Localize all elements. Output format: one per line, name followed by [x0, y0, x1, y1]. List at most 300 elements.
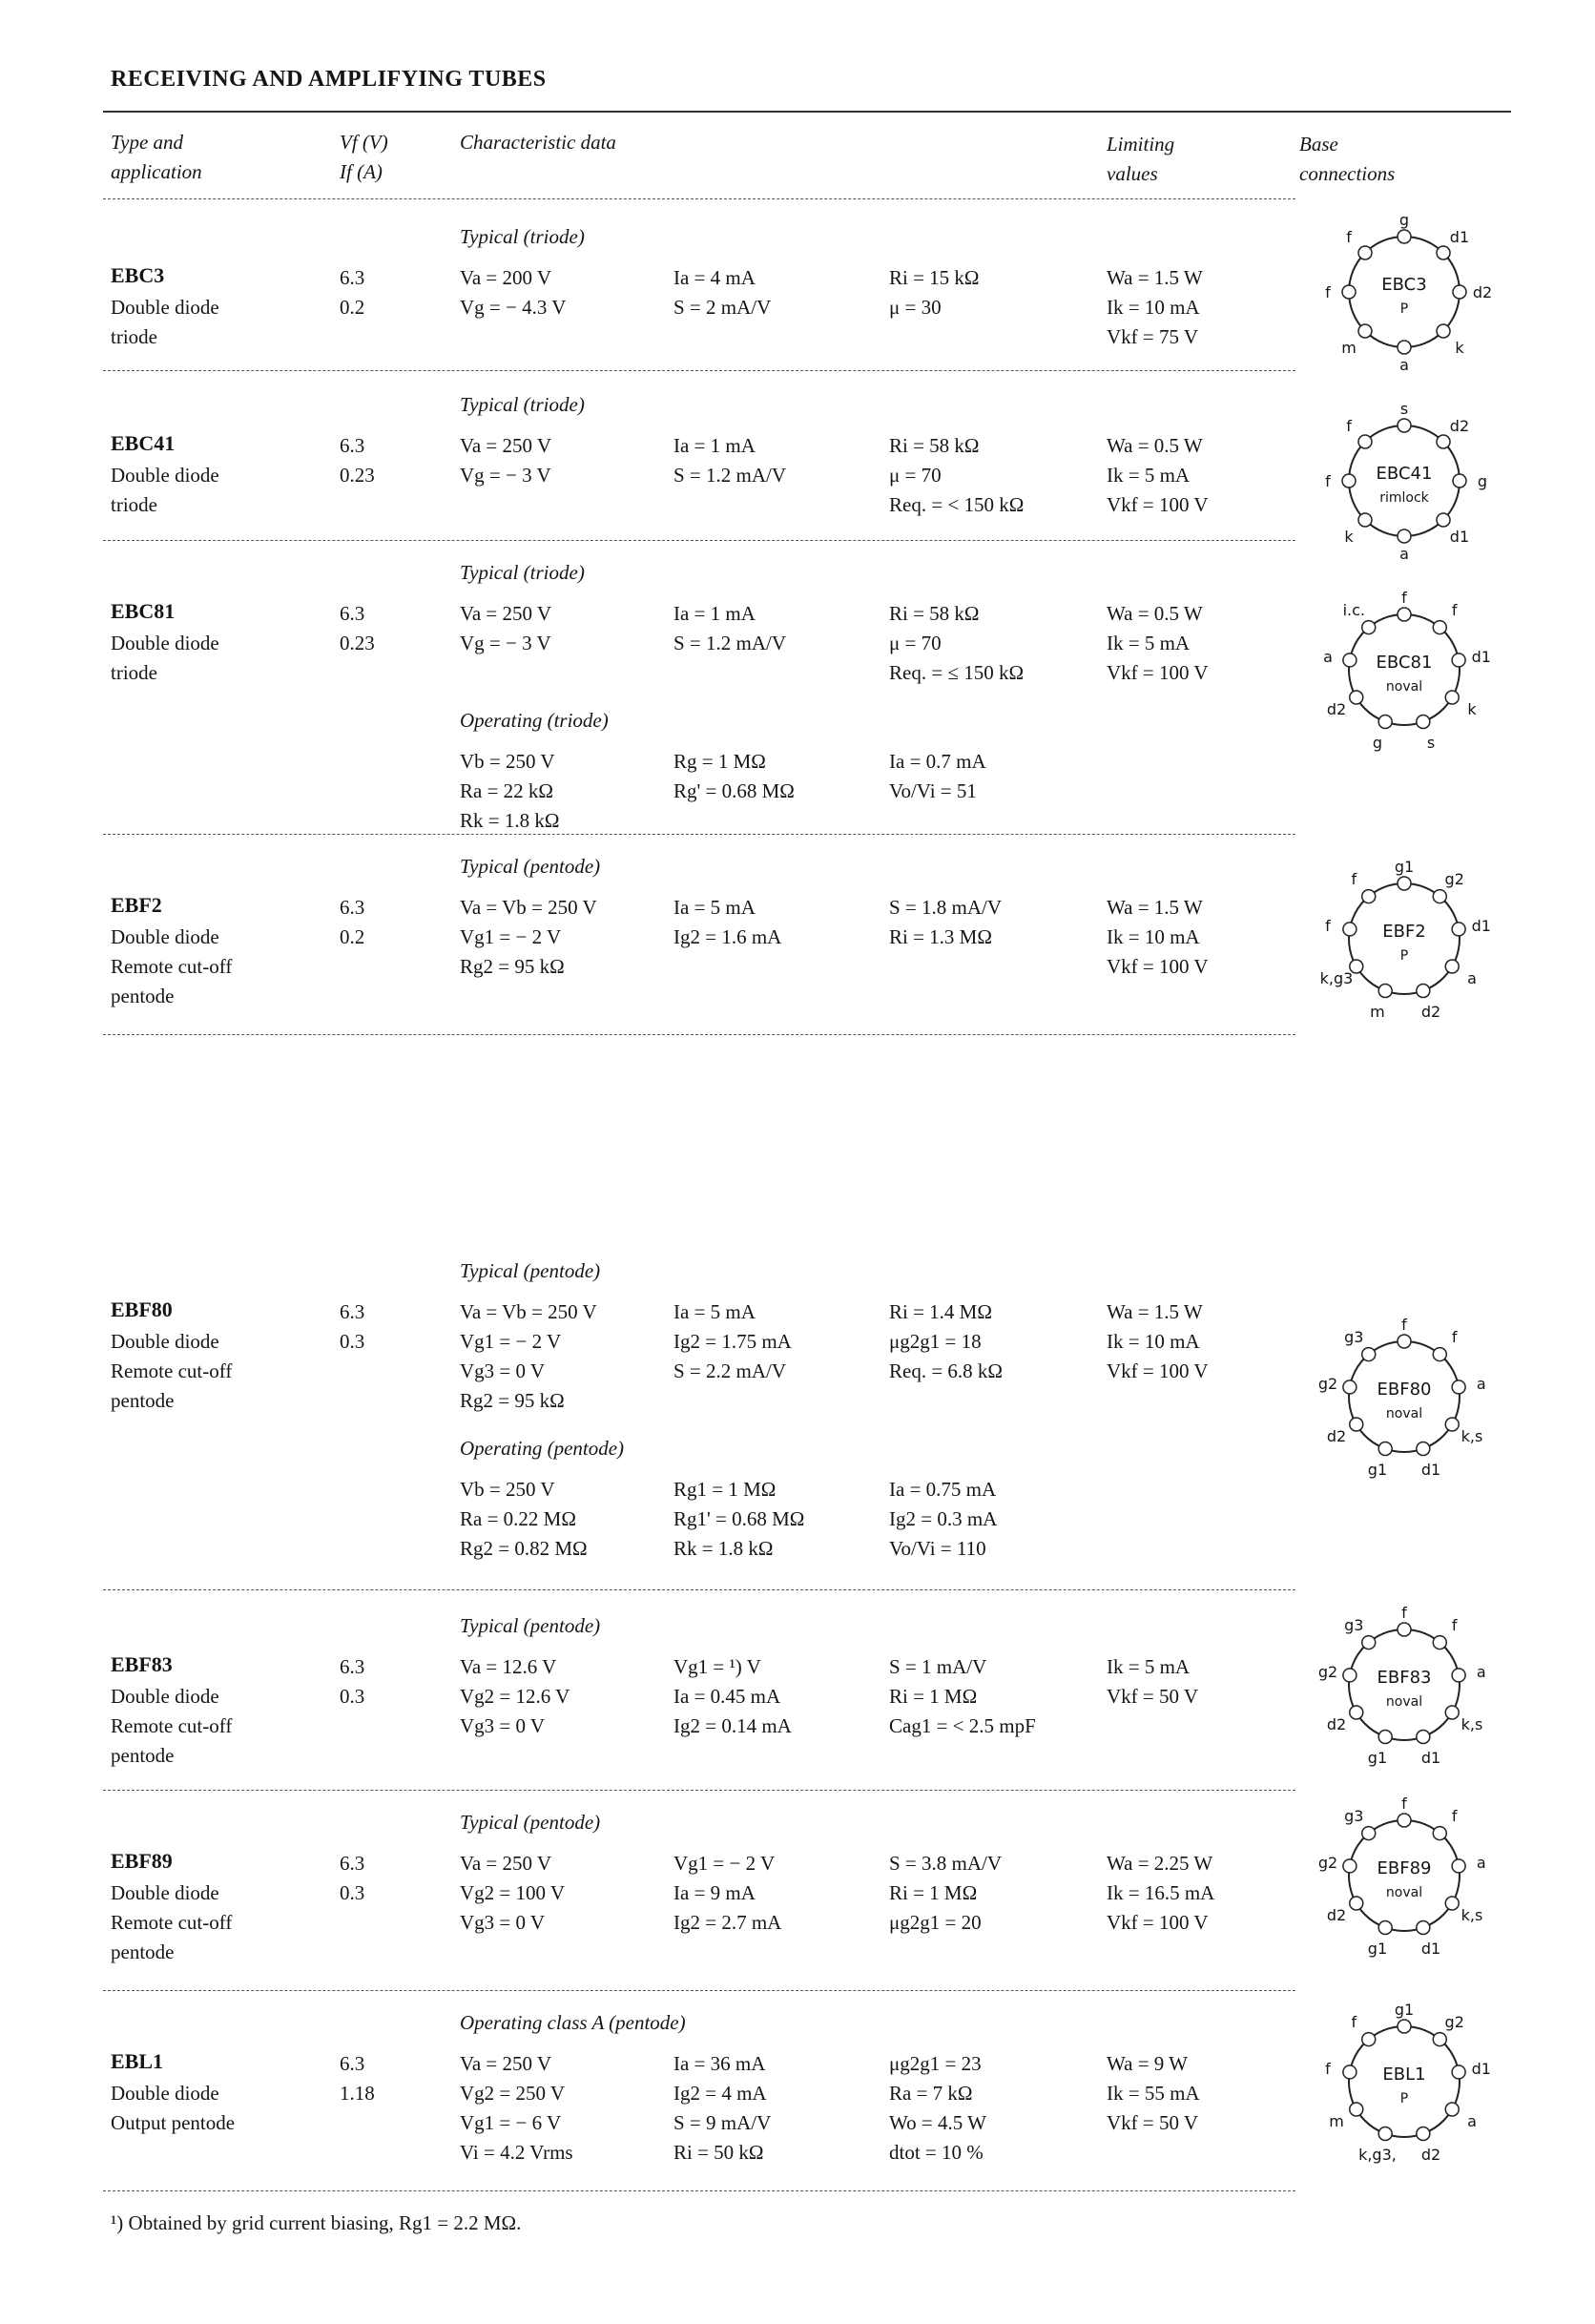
char-value: S = 1.2 mA/V	[673, 632, 787, 654]
base-pin-label: g1	[1394, 2002, 1415, 2019]
base-pin-label: k,s	[1460, 1715, 1483, 1733]
limit-value: Ik = 5 mA	[1107, 1655, 1191, 1678]
char-value: Ia = 1 mA	[673, 602, 756, 625]
row-separator	[103, 2190, 1295, 2191]
base-pin-label: d2	[1326, 1715, 1347, 1733]
tube-if: 0.3	[340, 1881, 365, 1904]
tube-if: 0.3	[340, 1685, 365, 1708]
tube-type: EBF83	[111, 1652, 173, 1676]
base-pin-label: g2	[1317, 1374, 1338, 1393]
tube-application: Double diode	[111, 1330, 219, 1353]
base-pin-label: s	[1399, 401, 1409, 418]
base-pin	[1342, 285, 1356, 299]
char-value: Ia = 0.7 mA	[889, 750, 986, 773]
limit-value: Vkf = 100 V	[1107, 1911, 1209, 1934]
base-pin-label: f	[1351, 870, 1357, 889]
tube-application: triode	[111, 661, 157, 684]
char-value: Vg1 = − 2 V	[673, 1852, 776, 1875]
char-value: Ig2 = 1.6 mA	[673, 925, 782, 948]
tube-vf: 6.3	[340, 896, 365, 919]
block-heading: Typical (pentode)	[460, 1614, 601, 1637]
char-value: S = 3.8 mA/V	[889, 1852, 1003, 1875]
base-connection-diagram	[1316, 1795, 1507, 1958]
tube-application: pentode	[111, 985, 175, 1007]
base-pin-label: g3	[1344, 1328, 1364, 1347]
base-pin	[1362, 890, 1376, 903]
char-value: Vo/Vi = 110	[889, 1537, 986, 1560]
base-pin	[1433, 621, 1446, 634]
base-pin	[1343, 1669, 1357, 1682]
char-value: Req. = ≤ 150 kΩ	[889, 661, 1025, 684]
base-pin	[1362, 2033, 1376, 2046]
char-value: Cag1 = < 2.5 mpF	[889, 1714, 1036, 1737]
base-pin-label: k	[1344, 527, 1354, 546]
limit-value: Ik = 10 mA	[1107, 296, 1200, 319]
base-pin-label: m	[1341, 338, 1357, 357]
base-type-label: EBF80	[1377, 1380, 1432, 1400]
base-pin-label: g3	[1344, 1807, 1364, 1826]
header-limiting: Limiting values	[1107, 133, 1175, 185]
char-value: Ri = 1.4 MΩ	[889, 1300, 992, 1323]
base-pin	[1445, 1897, 1459, 1910]
limit-value: Vkf = 100 V	[1107, 955, 1209, 978]
base-pin-label: a	[1476, 1374, 1486, 1393]
base-pin-label: g3	[1344, 1616, 1364, 1635]
base-socket-label: P	[1399, 2091, 1409, 2106]
tube-application: Double diode	[111, 1881, 219, 1904]
base-pin	[1433, 1636, 1446, 1650]
char-value: Vg3 = 0 V	[460, 1714, 546, 1737]
base-pin-label: g	[1372, 734, 1383, 752]
char-value: Vg1 = − 2 V	[460, 1330, 562, 1353]
base-pin	[1437, 246, 1450, 259]
page-title: RECEIVING AND AMPLIFYING TUBES	[111, 67, 547, 92]
base-pin-label: f	[1401, 1605, 1407, 1622]
base-type-label: EBC3	[1381, 275, 1427, 295]
base-pin-label: d1	[1449, 527, 1470, 546]
base-pin-label: k,g3	[1319, 969, 1354, 987]
base-pin-label: d1	[1420, 1749, 1441, 1767]
tube-type: EBC81	[111, 599, 176, 623]
char-value: Vg2 = 250 V	[460, 2082, 566, 2105]
char-value: Wo = 4.5 W	[889, 2111, 986, 2134]
char-value: Ig2 = 4 mA	[673, 2082, 767, 2105]
base-pin	[1358, 324, 1372, 338]
base-pin	[1378, 1731, 1392, 1744]
base-pin	[1433, 1348, 1446, 1361]
char-value: Ig2 = 0.3 mA	[889, 1507, 998, 1530]
base-pin-label: k	[1467, 700, 1477, 718]
char-value: S = 1 mA/V	[889, 1655, 987, 1678]
base-type-label: EBF89	[1377, 1858, 1432, 1878]
tube-application: Remote cut-off	[111, 1359, 233, 1382]
char-value: S = 1.8 mA/V	[889, 896, 1003, 919]
base-pin-label: m	[1370, 1003, 1385, 1021]
base-socket-label: P	[1399, 948, 1409, 964]
base-type-label: EBF2	[1382, 922, 1426, 942]
char-value: Va = 250 V	[460, 2052, 552, 2075]
char-value: Vb = 250 V	[460, 1478, 555, 1501]
base-pin-label: f	[1401, 1795, 1407, 1813]
char-value: μg2g1 = 18	[889, 1330, 982, 1353]
char-value: S = 2 mA/V	[673, 296, 772, 319]
base-pin	[1343, 2065, 1357, 2079]
base-pin-label: g2	[1317, 1662, 1338, 1681]
char-value: Rg2 = 0.82 MΩ	[460, 1537, 588, 1560]
base-pin-label: f	[1451, 1328, 1458, 1347]
base-pin	[1398, 419, 1411, 432]
header-vf-if: Vf (V) If (A)	[340, 131, 388, 183]
base-pin	[1358, 435, 1372, 448]
char-value: Ri = 1.3 MΩ	[889, 925, 992, 948]
block-heading: Operating (triode)	[460, 709, 609, 732]
base-pin-label: g1	[1367, 1461, 1388, 1479]
char-value: Vg1 = − 2 V	[460, 925, 562, 948]
char-value: Req. = 6.8 kΩ	[889, 1359, 1004, 1382]
base-pin	[1362, 621, 1376, 634]
char-value: Ri = 15 kΩ	[889, 266, 980, 289]
char-value: Vg2 = 100 V	[460, 1881, 566, 1904]
base-pin-label: s	[1426, 734, 1436, 752]
base-pin-label: f	[1351, 2013, 1357, 2032]
char-value: Vg = − 4.3 V	[460, 296, 567, 319]
base-socket-label: noval	[1385, 1694, 1423, 1710]
char-value: Va = 250 V	[460, 434, 552, 457]
limit-value: Wa = 1.5 W	[1107, 1300, 1203, 1323]
footnote: ¹) Obtained by grid current biasing, Rg1 = 2.2 MΩ.	[111, 2211, 522, 2234]
base-pin	[1350, 2103, 1363, 2116]
tube-application: Double diode	[111, 632, 219, 654]
limit-value: Vkf = 50 V	[1107, 2111, 1199, 2134]
base-pin	[1453, 285, 1466, 299]
char-value: Vo/Vi = 51	[889, 779, 977, 802]
base-pin-label: a	[1467, 2112, 1477, 2130]
row-separator	[103, 1034, 1295, 1035]
base-type-label: EBF83	[1377, 1668, 1432, 1688]
base-pin	[1445, 2103, 1459, 2116]
limit-value: Ik = 5 mA	[1107, 464, 1191, 487]
char-value: Ig2 = 2.7 mA	[673, 1911, 782, 1934]
base-pin-label: f	[1401, 1317, 1407, 1334]
header-type-application: Type and application	[111, 131, 202, 183]
base-pin	[1378, 1921, 1392, 1935]
char-value: μ = 70	[889, 632, 942, 654]
base-pin-label: f	[1451, 1616, 1458, 1635]
base-pin	[1417, 985, 1430, 998]
base-pin	[1398, 1335, 1411, 1348]
base-socket-label: rimlock	[1379, 490, 1429, 506]
tube-type: EBF80	[111, 1297, 173, 1321]
header-bottom-rule	[103, 198, 1295, 199]
char-value: Rg = 1 MΩ	[673, 750, 766, 773]
char-value: S = 2.2 mA/V	[673, 1359, 787, 1382]
char-value: Ig2 = 0.14 mA	[673, 1714, 792, 1737]
base-pin-label: d2	[1449, 417, 1470, 436]
base-pin-label: g2	[1317, 1853, 1338, 1872]
base-pin	[1398, 230, 1411, 243]
base-pin-label: d2	[1472, 283, 1493, 301]
tube-application: Double diode	[111, 464, 219, 487]
block-heading: Typical (pentode)	[460, 855, 601, 878]
base-type-label: EBC81	[1376, 653, 1433, 673]
limit-value: Wa = 0.5 W	[1107, 602, 1203, 625]
block-heading: Typical (triode)	[460, 225, 585, 248]
base-pin-label: a	[1399, 356, 1409, 374]
tube-application: Remote cut-off	[111, 955, 233, 978]
base-pin-label: m	[1329, 2112, 1344, 2130]
base-pin	[1452, 923, 1465, 936]
base-pin-label: f	[1451, 601, 1458, 620]
row-separator	[103, 834, 1295, 835]
base-pin-label: k,s	[1460, 1427, 1483, 1445]
base-pin	[1378, 716, 1392, 729]
row-separator	[103, 1589, 1295, 1590]
base-pin	[1350, 1706, 1363, 1719]
base-pin	[1398, 608, 1411, 621]
tube-vf: 6.3	[340, 266, 365, 289]
tube-application: pentode	[111, 1389, 175, 1412]
base-pin	[1433, 2033, 1446, 2046]
char-value: Ia = 5 mA	[673, 896, 756, 919]
char-value: Rg2 = 95 kΩ	[460, 1389, 565, 1412]
tube-application: triode	[111, 493, 157, 516]
tube-application: Remote cut-off	[111, 1911, 233, 1934]
tube-application: Remote cut-off	[111, 1714, 233, 1737]
tube-application: triode	[111, 325, 157, 348]
base-pin	[1398, 529, 1411, 543]
base-pin	[1417, 2127, 1430, 2141]
limit-value: Vkf = 100 V	[1107, 493, 1209, 516]
base-pin-label: i.c.	[1342, 601, 1366, 620]
tube-application: pentode	[111, 1940, 175, 1963]
char-value: Va = Vb = 250 V	[460, 896, 597, 919]
base-socket-label: P	[1399, 301, 1409, 317]
char-value: Ia = 0.45 mA	[673, 1685, 781, 1708]
limit-value: Ik = 55 mA	[1107, 2082, 1200, 2105]
limit-value: Wa = 2.25 W	[1107, 1852, 1213, 1875]
base-pin-label: a	[1476, 1853, 1486, 1872]
base-pin	[1433, 890, 1446, 903]
base-pin-label: g2	[1444, 870, 1464, 889]
char-value: Va = 250 V	[460, 602, 552, 625]
tube-type: EBL1	[111, 2049, 164, 2073]
tube-vf: 6.3	[340, 1852, 365, 1875]
base-pin	[1350, 1418, 1363, 1431]
base-type-label: EBC41	[1376, 464, 1433, 484]
char-value: Vg = − 3 V	[460, 464, 551, 487]
base-pin-label: a	[1399, 545, 1409, 563]
base-pin-label: d2	[1420, 1003, 1441, 1021]
row-separator	[103, 370, 1295, 371]
base-pin	[1362, 1827, 1376, 1840]
char-value: Ra = 0.22 MΩ	[460, 1507, 576, 1530]
char-value: Ia = 9 mA	[673, 1881, 756, 1904]
base-pin	[1398, 2020, 1411, 2033]
base-connection-diagram	[1316, 2002, 1507, 2164]
tube-type: EBC41	[111, 431, 176, 455]
char-value: Ia = 0.75 mA	[889, 1478, 997, 1501]
char-value: Rg1' = 0.68 MΩ	[673, 1507, 805, 1530]
base-pin-label: d2	[1326, 700, 1347, 718]
base-pin	[1378, 985, 1392, 998]
base-pin-label: f	[1325, 283, 1331, 301]
tube-application: pentode	[111, 1744, 175, 1767]
tube-if: 1.18	[340, 2082, 375, 2105]
char-value: Rk = 1.8 kΩ	[460, 809, 560, 832]
base-socket-label: noval	[1385, 1406, 1423, 1421]
char-value: Ra = 22 kΩ	[460, 779, 554, 802]
base-pin	[1437, 435, 1450, 448]
tube-vf: 6.3	[340, 1300, 365, 1323]
char-value: Ia = 5 mA	[673, 1300, 756, 1323]
char-value: μ = 30	[889, 296, 942, 319]
base-pin	[1417, 1921, 1430, 1935]
char-value: Rg2 = 95 kΩ	[460, 955, 565, 978]
char-value: Vg2 = 12.6 V	[460, 1685, 570, 1708]
base-pin	[1417, 716, 1430, 729]
limit-value: Wa = 0.5 W	[1107, 434, 1203, 457]
base-pin	[1362, 1348, 1376, 1361]
char-value: Ri = 58 kΩ	[889, 602, 980, 625]
header-base: Base connections	[1299, 133, 1396, 185]
char-value: dtot = 10 %	[889, 2141, 984, 2164]
base-pin-label: d1	[1471, 916, 1491, 935]
char-value: μg2g1 = 20	[889, 1911, 982, 1934]
row-separator	[103, 1790, 1295, 1791]
base-pin	[1417, 1731, 1430, 1744]
base-connection-diagram	[1316, 401, 1507, 563]
char-value: Rk = 1.8 kΩ	[673, 1537, 774, 1560]
base-pin-label: g1	[1367, 1940, 1388, 1958]
base-pin	[1445, 960, 1459, 973]
header-characteristic: Characteristic data	[460, 131, 616, 154]
limit-value: Wa = 1.5 W	[1107, 896, 1203, 919]
tube-if: 0.23	[340, 632, 375, 654]
base-pin	[1343, 923, 1357, 936]
char-value: Ia = 1 mA	[673, 434, 756, 457]
base-pin-label: f	[1401, 590, 1407, 607]
base-pin-label: f	[1346, 228, 1352, 247]
char-value: Va = Vb = 250 V	[460, 1300, 597, 1323]
base-connection-diagram	[1316, 590, 1507, 752]
char-value: Va = 200 V	[460, 266, 552, 289]
char-value: Rg' = 0.68 MΩ	[673, 779, 795, 802]
tube-application: Double diode	[111, 296, 219, 319]
char-value: S = 9 mA/V	[673, 2111, 772, 2134]
char-value: Ra = 7 kΩ	[889, 2082, 973, 2105]
base-pin-label: d1	[1420, 1461, 1441, 1479]
tube-if: 0.23	[340, 464, 375, 487]
char-value: Va = 250 V	[460, 1852, 552, 1875]
block-heading: Operating class A (pentode)	[460, 2011, 686, 2034]
char-value: Vg3 = 0 V	[460, 1359, 546, 1382]
char-value: Ri = 1 MΩ	[889, 1881, 978, 1904]
base-pin	[1398, 341, 1411, 354]
base-pin-label: a	[1467, 969, 1477, 987]
base-pin-label: f	[1325, 472, 1331, 490]
base-pin-label: g1	[1367, 1749, 1388, 1767]
tube-if: 0.3	[340, 1330, 365, 1353]
block-heading: Operating (pentode)	[460, 1437, 625, 1460]
base-pin-label: g	[1398, 212, 1410, 229]
base-pin-label: k,s	[1460, 1906, 1483, 1924]
char-value: Ia = 4 mA	[673, 266, 756, 289]
base-pin-label: d1	[1471, 2059, 1491, 2078]
char-value: Ig2 = 1.75 mA	[673, 1330, 792, 1353]
base-pin	[1398, 877, 1411, 890]
base-pin	[1453, 474, 1466, 488]
base-pin	[1343, 1380, 1357, 1394]
base-pin	[1362, 1636, 1376, 1650]
base-pin	[1452, 1380, 1465, 1394]
base-socket-label: noval	[1385, 1885, 1423, 1900]
char-value: Ri = 50 kΩ	[673, 2141, 764, 2164]
base-pin-label: d2	[1420, 2146, 1441, 2164]
block-heading: Typical (pentode)	[460, 1811, 601, 1834]
base-pin	[1445, 1418, 1459, 1431]
char-value: Ri = 58 kΩ	[889, 434, 980, 457]
base-pin	[1433, 1827, 1446, 1840]
base-pin	[1398, 1623, 1411, 1636]
block-heading: Typical (pentode)	[460, 1259, 601, 1282]
base-type-label: EBL1	[1382, 2065, 1426, 2085]
limit-value: Wa = 1.5 W	[1107, 266, 1203, 289]
base-pin	[1350, 1897, 1363, 1910]
tube-vf: 6.3	[340, 602, 365, 625]
base-pin-label: d2	[1326, 1906, 1347, 1924]
base-pin-label: k	[1455, 338, 1464, 357]
char-value: μ = 70	[889, 464, 942, 487]
block-heading: Typical (triode)	[460, 393, 585, 416]
base-connection-diagram	[1316, 859, 1507, 1021]
row-separator	[103, 1990, 1295, 1991]
tube-application: Double diode	[111, 2082, 219, 2105]
base-connection-diagram	[1316, 1605, 1507, 1767]
base-pin-label: d2	[1326, 1427, 1347, 1445]
char-value: Rg1 = 1 MΩ	[673, 1478, 777, 1501]
base-pin-label: g	[1477, 472, 1488, 490]
char-value: Va = 12.6 V	[460, 1655, 557, 1678]
base-pin	[1343, 1859, 1357, 1873]
base-pin-label: f	[1346, 417, 1352, 436]
tube-type: EBC3	[111, 263, 165, 287]
base-pin-label: g1	[1394, 859, 1415, 876]
char-value: Vi = 4.2 Vrms	[460, 2141, 573, 2164]
base-pin	[1350, 691, 1363, 704]
limit-value: Wa = 9 W	[1107, 2052, 1188, 2075]
limit-value: Vkf = 100 V	[1107, 1359, 1209, 1382]
char-value: Vb = 250 V	[460, 750, 555, 773]
limit-value: Ik = 16.5 mA	[1107, 1881, 1215, 1904]
char-value: Vg1 = ¹) V	[673, 1655, 761, 1678]
base-socket-label: noval	[1385, 679, 1423, 695]
block-heading: Typical (triode)	[460, 561, 585, 584]
base-pin	[1452, 2065, 1465, 2079]
char-value: Ri = 1 MΩ	[889, 1685, 978, 1708]
tube-if: 0.2	[340, 925, 365, 948]
header-top-rule	[103, 111, 1511, 113]
base-pin-label: a	[1476, 1662, 1486, 1681]
tube-vf: 6.3	[340, 1655, 365, 1678]
char-value: μg2g1 = 23	[889, 2052, 982, 2075]
base-connection-diagram	[1316, 212, 1507, 374]
base-pin	[1445, 1706, 1459, 1719]
char-value: Ia = 36 mA	[673, 2052, 766, 2075]
base-pin	[1358, 513, 1372, 527]
base-pin	[1437, 324, 1450, 338]
base-pin-label: f	[1325, 916, 1331, 935]
char-value: S = 1.2 mA/V	[673, 464, 787, 487]
